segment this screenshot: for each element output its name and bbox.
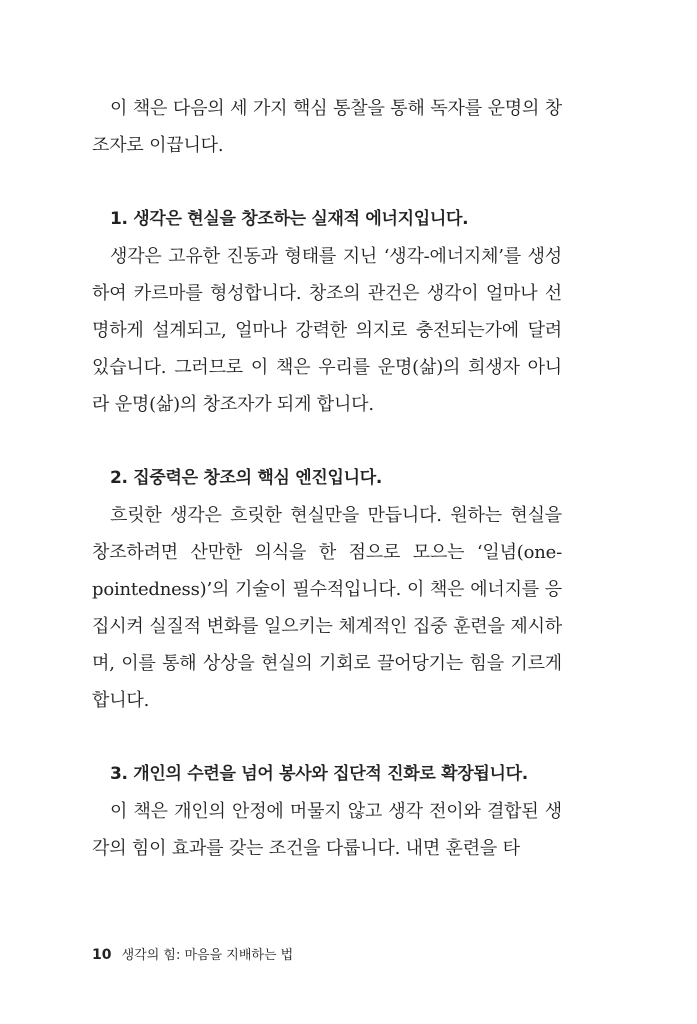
- page-number: 10: [92, 947, 112, 963]
- section-1-heading: 1. 생각은 현실을 창조하는 실재적 에너지입니다.: [110, 209, 469, 229]
- page-content: [92, 90, 562, 867]
- running-title: 생각의 힘: 마음을 지배하는 법: [121, 948, 294, 963]
- section-2-heading: 2. 집중력은 창조의 핵심 엔진입니다.: [110, 468, 383, 488]
- intro-paragraph: 이 책은 다음의 세 가지 핵심 통찰을 통해 독자를 운명의 창조자로 이끕니다.: [92, 98, 562, 156]
- section-2-body: 흐릿한 생각은 흐릿한 현실만을 만듭니다. 원하는 현실을 창조하려면 산만한 의식을 한 점으로 모으는 ‘일념(one-pointedness)’의 기술이 필수적입니다. 이 책은 에너지를 응집시켜 실질적 변화를 일으키는 체계적인 집중 훈련을 제시하며, 이를 통해 상상을 현실의 기회로 끌어당기는 힘을 기르게 합니다.: [92, 505, 562, 711]
- page-footer: [92, 944, 293, 963]
- section-3-heading: 3. 개인의 수련을 넘어 봉사와 집단적 진화로 확장됩니다.: [110, 764, 528, 784]
- section-3-body: 이 책은 개인의 안정에 머물지 않고 생각 전이와 결합된 생각의 힘이 효과를 갖는 조건을 다룹니다. 내면 훈련을 타: [92, 801, 562, 859]
- section-1-body: 생각은 고유한 진동과 형태를 지닌 ‘생각-에너지체’를 생성하여 카르마를 형성합니다. 창조의 관건은 생각이 얼마나 선명하게 설계되고, 얼마나 강력한 의지로 충전되는가에 달려 있습니다. 그러므로 이 책은 우리를 운명(삶)의 희생자 아니라 운명(삶)의 창조자가 되게 합니다.: [92, 246, 562, 415]
